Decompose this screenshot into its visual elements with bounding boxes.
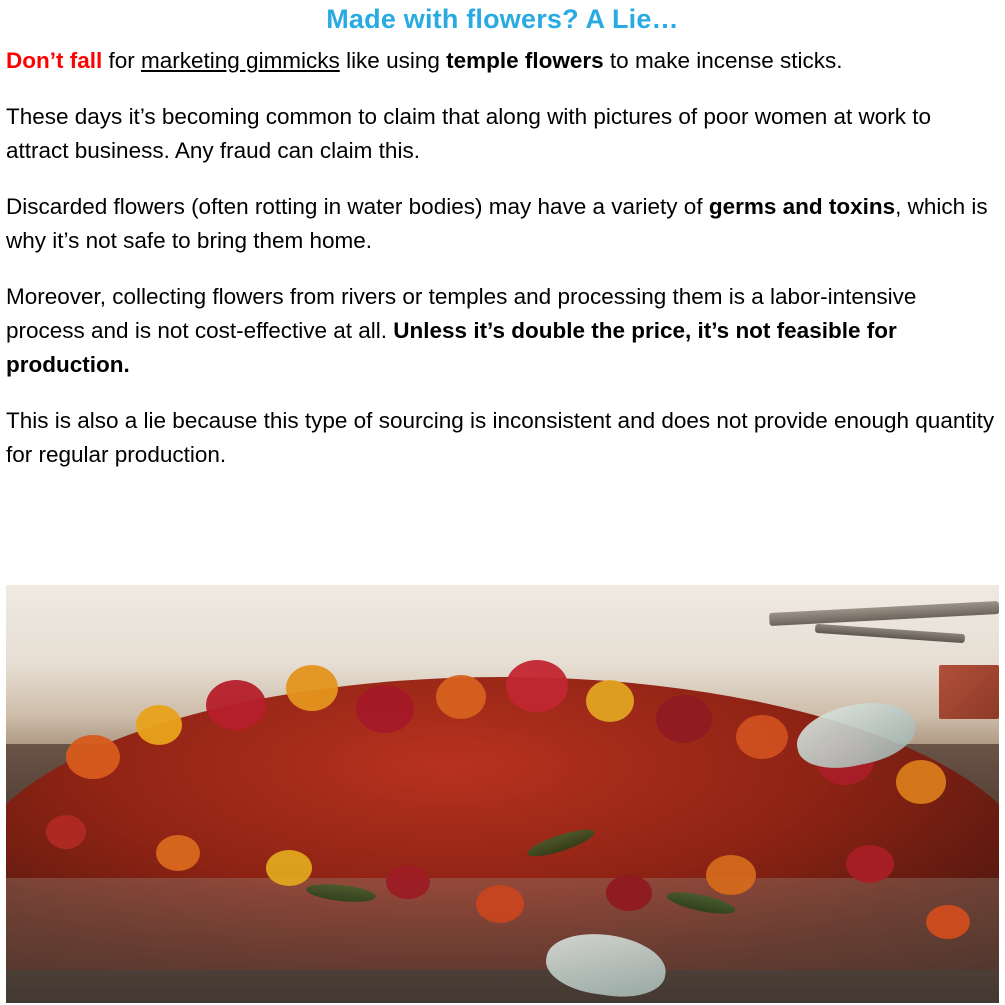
paragraph-4-start: Moreover, collecting flowers from rivers or temples and processing them is a labor-intensive process and is not cost-effective at all. [6, 284, 917, 343]
photo-petal [586, 680, 634, 722]
paragraph-3-start: Discarded flowers (often rotting in water bodies) may have a variety of [6, 194, 709, 219]
page-title: Made with flowers? A Lie… [326, 4, 679, 34]
photo-petal [706, 855, 756, 895]
discarded-temple-flowers-photo [6, 585, 999, 1003]
photo-petal [66, 735, 120, 779]
paragraph-4 [6, 280, 999, 382]
paragraph-1-tail: to make incense sticks. [603, 48, 843, 73]
paragraph-1-mid2: like using [339, 48, 447, 73]
paragraph-3-bold: germs and toxins [708, 194, 896, 219]
paragraph-2: These days it’s becoming common to claim that along with pictures of poor women at work to attract business. Any fraud can claim this. [6, 104, 932, 163]
paragraph-1-mid1: for [102, 48, 142, 73]
paragraph-1-bold: temple flowers [446, 48, 604, 73]
photo-petal [476, 885, 524, 923]
photo-petal [506, 660, 568, 712]
photo-petal [606, 875, 652, 911]
photo-petal [386, 865, 430, 899]
photo-petal [356, 685, 414, 733]
photo-petal [156, 835, 200, 871]
paragraph-3-end: , which is why it’s not safe to bring them home. [6, 194, 988, 253]
document-page [0, 2, 1005, 1005]
paragraph-1 [6, 44, 999, 78]
photo-petal [286, 665, 338, 711]
paragraph-5: This is also a lie because this type of sourcing is inconsistent and does not provide enough quantity for regular production. [6, 408, 995, 467]
photo-petal [436, 675, 486, 719]
photo-petal [896, 760, 946, 804]
photo-petal [206, 680, 266, 730]
paragraph-4-bold: Unless it’s double the price, it’s not feasible for production. [6, 318, 897, 377]
photo-petal [266, 850, 312, 886]
photo-petal [136, 705, 182, 745]
photo-brick [939, 665, 999, 719]
paragraph-1-link[interactable]: marketing gimmicks [141, 48, 340, 73]
paragraph-3 [6, 190, 999, 258]
photo-petal [736, 715, 788, 759]
photo-petal [846, 845, 894, 883]
photo-petal [46, 815, 86, 849]
photo-petal [656, 695, 712, 743]
paragraph-1-lead: Don’t fall [6, 48, 103, 73]
photo-petal [926, 905, 970, 939]
